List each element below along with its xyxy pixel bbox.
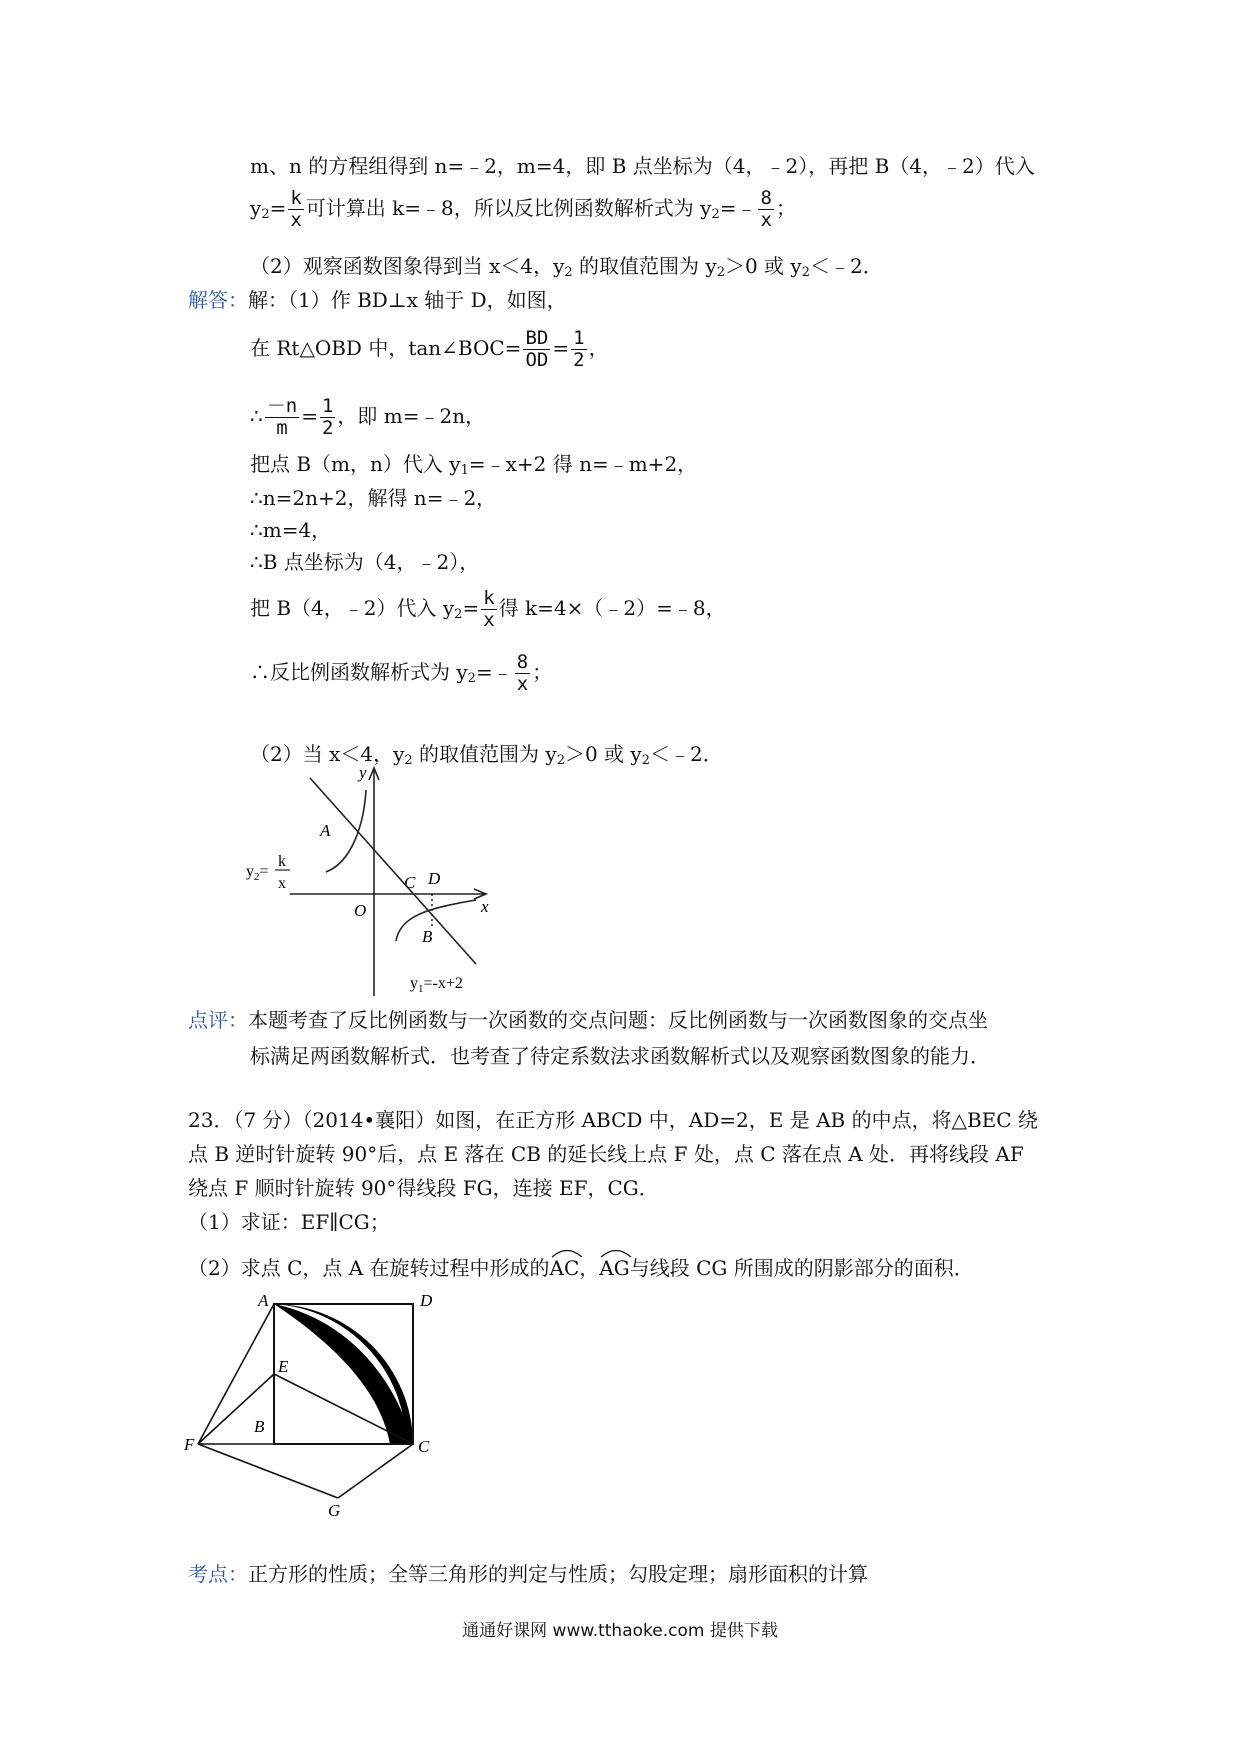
text-line: 标满足两函数解析式．也考查了待定系数法求函数解析式以及观察函数图象的能力． [250, 1044, 990, 1068]
text-line [250, 328, 609, 371]
hyperbola-label: $y_2=$ [246, 863, 269, 883]
text-line: 绕点 F 顺时针旋转 90°得线段 FG，连接 EF，CG． [188, 1176, 659, 1200]
text-line: 点 B 逆时针旋转 90°后，点 E 落在 CB 的延长线上点 F 处，点 C 落在点 A 处．再将线段 AF [188, 1142, 1024, 1166]
text-run: = [462, 596, 480, 620]
text-line [188, 1008, 988, 1032]
text-line [250, 188, 796, 231]
fraction [758, 188, 773, 231]
text-run: ； [775, 196, 796, 220]
text-run: 的取值范围为 y [572, 254, 717, 278]
text-line [250, 254, 883, 285]
hyperbola-label-den: x [278, 875, 286, 892]
text-run: = [552, 336, 570, 360]
fraction [571, 328, 586, 371]
hyperbola-branch-lower [396, 900, 476, 941]
arc-ag: AG [599, 1256, 629, 1280]
text-line [188, 1256, 974, 1280]
answer-label: 解答 [188, 288, 228, 312]
text-run: 正方形的性质；全等三角形的判定与性质；勾股定理；扇形面积的计算 [248, 1562, 868, 1586]
origin-label: O [354, 901, 367, 920]
text-run: 把点 B（m，n）代入 y [250, 452, 461, 476]
text-run: =﹣x+2 得 n=﹣m+2， [468, 452, 698, 476]
text-line [250, 396, 485, 439]
denominator: 2 [321, 417, 334, 439]
linear-label: $y_1=-x+2$ [410, 975, 463, 995]
text-run: （2）当 x＜4，y [250, 742, 405, 766]
text-line [250, 588, 726, 631]
point-b-label: B [254, 1417, 265, 1436]
point-c-label: C [404, 873, 416, 892]
text-run: 与线段 CG 所围成的阴影部分的面积． [629, 1256, 974, 1280]
y-axis-label: y [359, 764, 367, 782]
text-line [250, 652, 552, 695]
function-graph-figure [240, 764, 500, 1002]
subscript: 2 [801, 265, 810, 280]
text-line: m、n 的方程组得到 n=﹣2，m=4，即 B 点坐标为（4，﹣2），再把 B（4，﹣2）代入 [250, 154, 1035, 178]
point-g-label: G [328, 1501, 341, 1516]
text-line [250, 452, 697, 483]
denominator: OD [525, 349, 549, 371]
text-run: ； [532, 660, 553, 684]
text-run: =﹣ [719, 196, 757, 220]
text-run: 把 B（4，﹣2）代入 y [250, 596, 455, 620]
point-d-label: D [420, 1292, 433, 1310]
fraction [481, 588, 496, 631]
text-run: （2）求点 C，点 A 在旋转过程中形成的 [188, 1256, 550, 1280]
fraction [515, 652, 530, 695]
subscript: 2 [641, 753, 650, 768]
numerator: BD [525, 327, 549, 349]
subscript: 2 [711, 207, 720, 222]
text-line: 23．（7 分）（2014•襄阳）如图，在正方形 ABCD 中，AD=2，E 是 AB 的中点，将△BEC 绕 [188, 1108, 1038, 1132]
page-footer: 通通好课网 www.tthaoke.com 提供下载 [462, 1621, 778, 1641]
text-line [188, 288, 567, 312]
text-run: y [250, 196, 262, 220]
point-f-label: F [184, 1435, 195, 1454]
text-run: ＞0 或 y [564, 742, 642, 766]
denominator: 2 [573, 349, 585, 371]
segment-fg [198, 1444, 338, 1498]
text-run: ＜﹣2． [650, 742, 723, 766]
fraction [265, 396, 299, 439]
fraction [523, 328, 550, 371]
text-run: （2）观察函数图象得到当 x＜4，y [250, 254, 565, 278]
comment-colon: ： [228, 1008, 248, 1032]
point-a-label: A [258, 1292, 269, 1310]
subscript: 2 [716, 265, 725, 280]
arc-ac: AC [550, 1256, 580, 1280]
text-run: 得 k=4×（﹣2）=﹣8， [498, 596, 726, 620]
text-line: （1）求证：EF∥CG； [188, 1210, 390, 1234]
linear-function-line [310, 778, 476, 964]
text-run: 可计算出 k=﹣8，所以反比例函数解析式为 y [305, 196, 712, 220]
segment-gc [338, 1444, 413, 1498]
text-run: ＜﹣2． [810, 254, 883, 278]
text-line: ∴m=4， [250, 518, 332, 542]
fraction [320, 396, 335, 439]
arc-symbol [599, 1246, 633, 1258]
numerator: －n [266, 395, 298, 417]
answer-colon: ： [228, 288, 248, 312]
numerator: k [483, 587, 495, 609]
subscript: 2 [261, 207, 270, 222]
point-d-label: D [428, 869, 441, 888]
hyperbola-label-num: k [278, 853, 286, 870]
text-line: ∴n=2n+2，解得 n=﹣2， [250, 486, 497, 510]
numerator: 1 [573, 327, 585, 349]
subscript: 2 [454, 607, 463, 622]
subscript: 2 [564, 265, 573, 280]
fraction [288, 188, 303, 231]
text-run: =﹣ [475, 660, 513, 684]
text-run: 解：（1）作 BD⊥x 轴于 D，如图， [248, 288, 567, 312]
arc-symbol [550, 1246, 584, 1258]
denominator: m [276, 417, 288, 439]
point-a-label: A [320, 821, 331, 840]
text-run: 在 Rt△OBD 中，tan∠BOC= [250, 336, 522, 360]
subscript: 2 [404, 753, 413, 768]
point-c-label: C [418, 1437, 430, 1456]
text-run: 本题考查了反比例函数与一次函数的交点问题：反比例函数与一次函数图象的交点坐 [248, 1008, 988, 1032]
denominator: x [760, 209, 772, 231]
text-run: ∴ [250, 404, 263, 428]
numerator: k [290, 187, 302, 209]
keypoint-label: 考点 [188, 1562, 228, 1586]
text-run: ＞0 或 y [724, 254, 802, 278]
subscript: 2 [467, 671, 476, 686]
denominator: x [290, 209, 302, 231]
text-run: ， [588, 336, 609, 360]
numerator: 1 [321, 395, 334, 417]
denominator: x [516, 673, 529, 695]
text-run: ， [579, 1256, 600, 1280]
x-axis-label: x [481, 897, 489, 916]
text-run: = [301, 404, 318, 428]
numerator: 8 [760, 187, 772, 209]
point-e-label: E [278, 1357, 289, 1376]
keypoint-colon: ： [228, 1562, 248, 1586]
geometry-figure [182, 1292, 452, 1516]
text-run: = [269, 196, 287, 220]
comment-label: 点评 [188, 1008, 228, 1032]
subscript: 1 [460, 463, 469, 478]
text-run: 的取值范围为 y [412, 742, 557, 766]
denominator: x [483, 609, 495, 631]
text-line: ∴B 点坐标为（4，﹣2）， [250, 550, 480, 574]
point-b-label: B [422, 927, 433, 946]
numerator: 8 [516, 651, 529, 673]
subscript: 2 [556, 753, 565, 768]
text-line [188, 1562, 868, 1586]
text-run: ，即 m=﹣2n， [337, 404, 486, 428]
text-run: ∴反比例函数解析式为 y [250, 660, 468, 684]
